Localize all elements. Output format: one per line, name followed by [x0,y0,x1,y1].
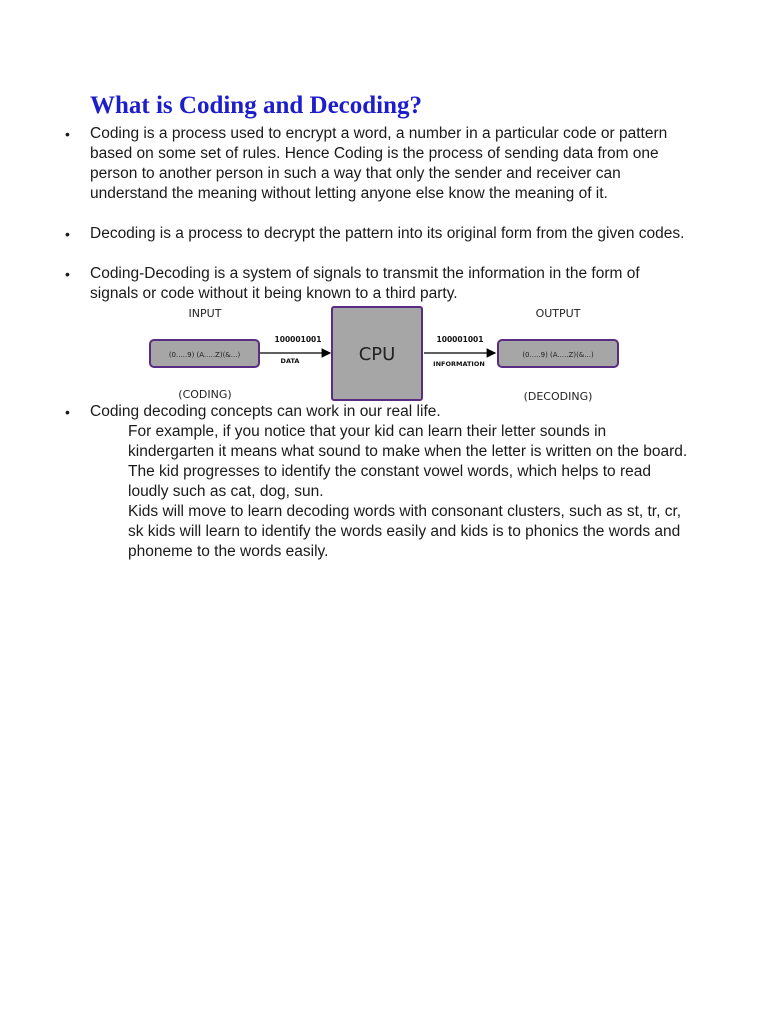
left-code: 100001001 [274,335,322,344]
coding-label: (CODING) [178,388,232,401]
input-box-text: (0.....9) (A.....Z)(&...) [168,351,241,359]
cpu-label: CPU [358,344,396,365]
bullet-coding-definition: • Coding is a process used to encrypt a word, a number in a particular code or pattern based on some set of rules. Hence Coding is the process of sending data from one person to another person in such a way that only the sender and receiver can understand the meaning without letting anyone else know the meaning of it. [90,124,690,204]
data-label: DATA [280,357,300,365]
information-label: INFORMATION [433,360,485,368]
decoding-label: (DECODING) [523,390,593,403]
bullet-coding-decoding-system: • Coding-Decoding is a system of signals to transmit the information in the form of signals or code without it being known to a third party. [90,264,690,304]
coding-decoding-diagram [140,300,630,406]
output-label: OUTPUT [535,307,581,320]
right-code: 100001001 [436,335,484,344]
example-paragraph-1: For example, if you notice that your kid can learn their letter sounds in kindergarten it means what sound to make when the letter is written on the board. The kid progresses to identify the constant vowel words, which helps to read loudly such as cat, dog, sun. [128,423,688,500]
example-paragraph-2: Kids will move to learn decoding words with consonant clusters, such as st, tr, cr, sk kids will learn to identify the words easily and kids is to phonics the words and phoneme to the words easily. [128,503,682,560]
page-title: What is Coding and Decoding? [90,92,423,119]
bullet-real-life: • Coding decoding concepts can work in our real life. [90,402,690,422]
bullet-decoding-definition: • Decoding is a process to decrypt the pattern into its original form from the given codes. [90,224,690,244]
input-label: INPUT [188,307,222,320]
output-box-text: (0.....9) (A.....Z)(&...) [522,351,594,359]
